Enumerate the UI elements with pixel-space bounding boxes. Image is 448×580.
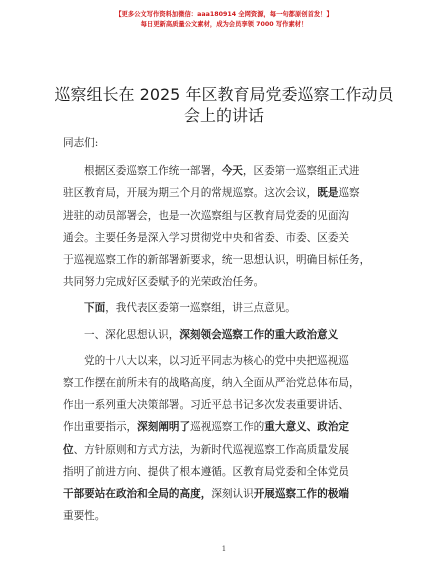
paragraph-line [63,483,386,505]
paragraph-line: 党的十八大以来，以习近平同志为核心的党中央把巡视巡 [84,354,349,367]
paragraph-line [63,416,386,438]
emphasis-text: 干部要站在政治和全局的高度， [63,488,212,501]
text-run: 根据区委巡察工作统一部署， [84,165,222,178]
paragraph-line: 察工作摆在前所未有的战略高度，纳入全面从严治党总体布局， [63,377,360,390]
paragraph-line: 进驻的动员部署会，也是一次巡察组与区教育局党委的见面沟 [63,209,350,222]
text-run: ，我代表区委第一巡察组，讲三点意见。 [105,302,296,315]
emphasis-text: 深刻阐明了 [137,421,191,434]
paragraph-line [63,182,386,204]
text-run: 巡视巡察工作的 [190,421,265,434]
paragraph-line [63,160,386,182]
emphasis-text: 重大意义、政治定 [264,421,350,434]
section-heading [63,324,386,346]
paragraph-line: 作出一系列重大决策部署。习近平总书记多次发表重要讲话、 [63,399,350,412]
promo-banner-line-2: 每日更新高质量公文素材，成为会员享领 7000 写作素材！ [140,21,308,28]
emphasis-text: 既是 [317,187,339,200]
promo-banner-line-1: 【更多公文写作资料加微信：aaa180914 全网资源，每一句都原创首发！】 [115,11,333,18]
emphasis-text: 位 [63,443,74,456]
document-title [40,84,408,126]
text-run: 作出重要指示， [63,421,138,434]
text-run: 驻区教育局，开展为期三个月的常规巡察。这次会议， [63,187,318,200]
promo-banner [0,10,448,30]
document-body [63,132,386,527]
paragraph-line: 于巡视巡察工作的新部署新要求，统一思想认识，明确目标任务， [63,254,371,267]
title-line-2: 会上的讲话 [183,106,264,125]
paragraph-line [63,439,386,461]
text-run: 深刻认识 [211,488,254,501]
paragraph-line: 重要性。 [63,510,106,523]
paragraph-line [63,297,386,319]
title-line-1: 巡察组长在 2025 年区教育局党委巡察工作动员 [54,85,394,104]
emphasis-text: 深刻领会巡察工作的重大政治意义 [179,328,339,341]
paragraph-line: 共同努力完成好区委赋予的光荣政治任务。 [63,276,265,289]
salutation: 同志们: [63,137,99,149]
text-run: 一、深化思想认识， [84,328,180,341]
emphasis-text: 今天 [221,165,243,178]
page-number: 1 [221,545,227,553]
emphasis-text: 下面 [84,302,106,315]
text-run: 巡察 [338,187,360,200]
text-run: ，区委第一巡察组正式进 [242,165,360,178]
text-run: 、方针原则和方式方法，为新时代巡视巡察工作高质量发展 [73,443,350,456]
paragraph-line: 通会。主要任务是深入学习贯彻党中央和省委、市委、区委关 [63,231,350,244]
paragraph-line: 指明了前进方向、提供了根本遵循。区教育局党委和全体党员 [63,465,350,478]
emphasis-text: 开展巡察工作的极端 [253,488,350,501]
